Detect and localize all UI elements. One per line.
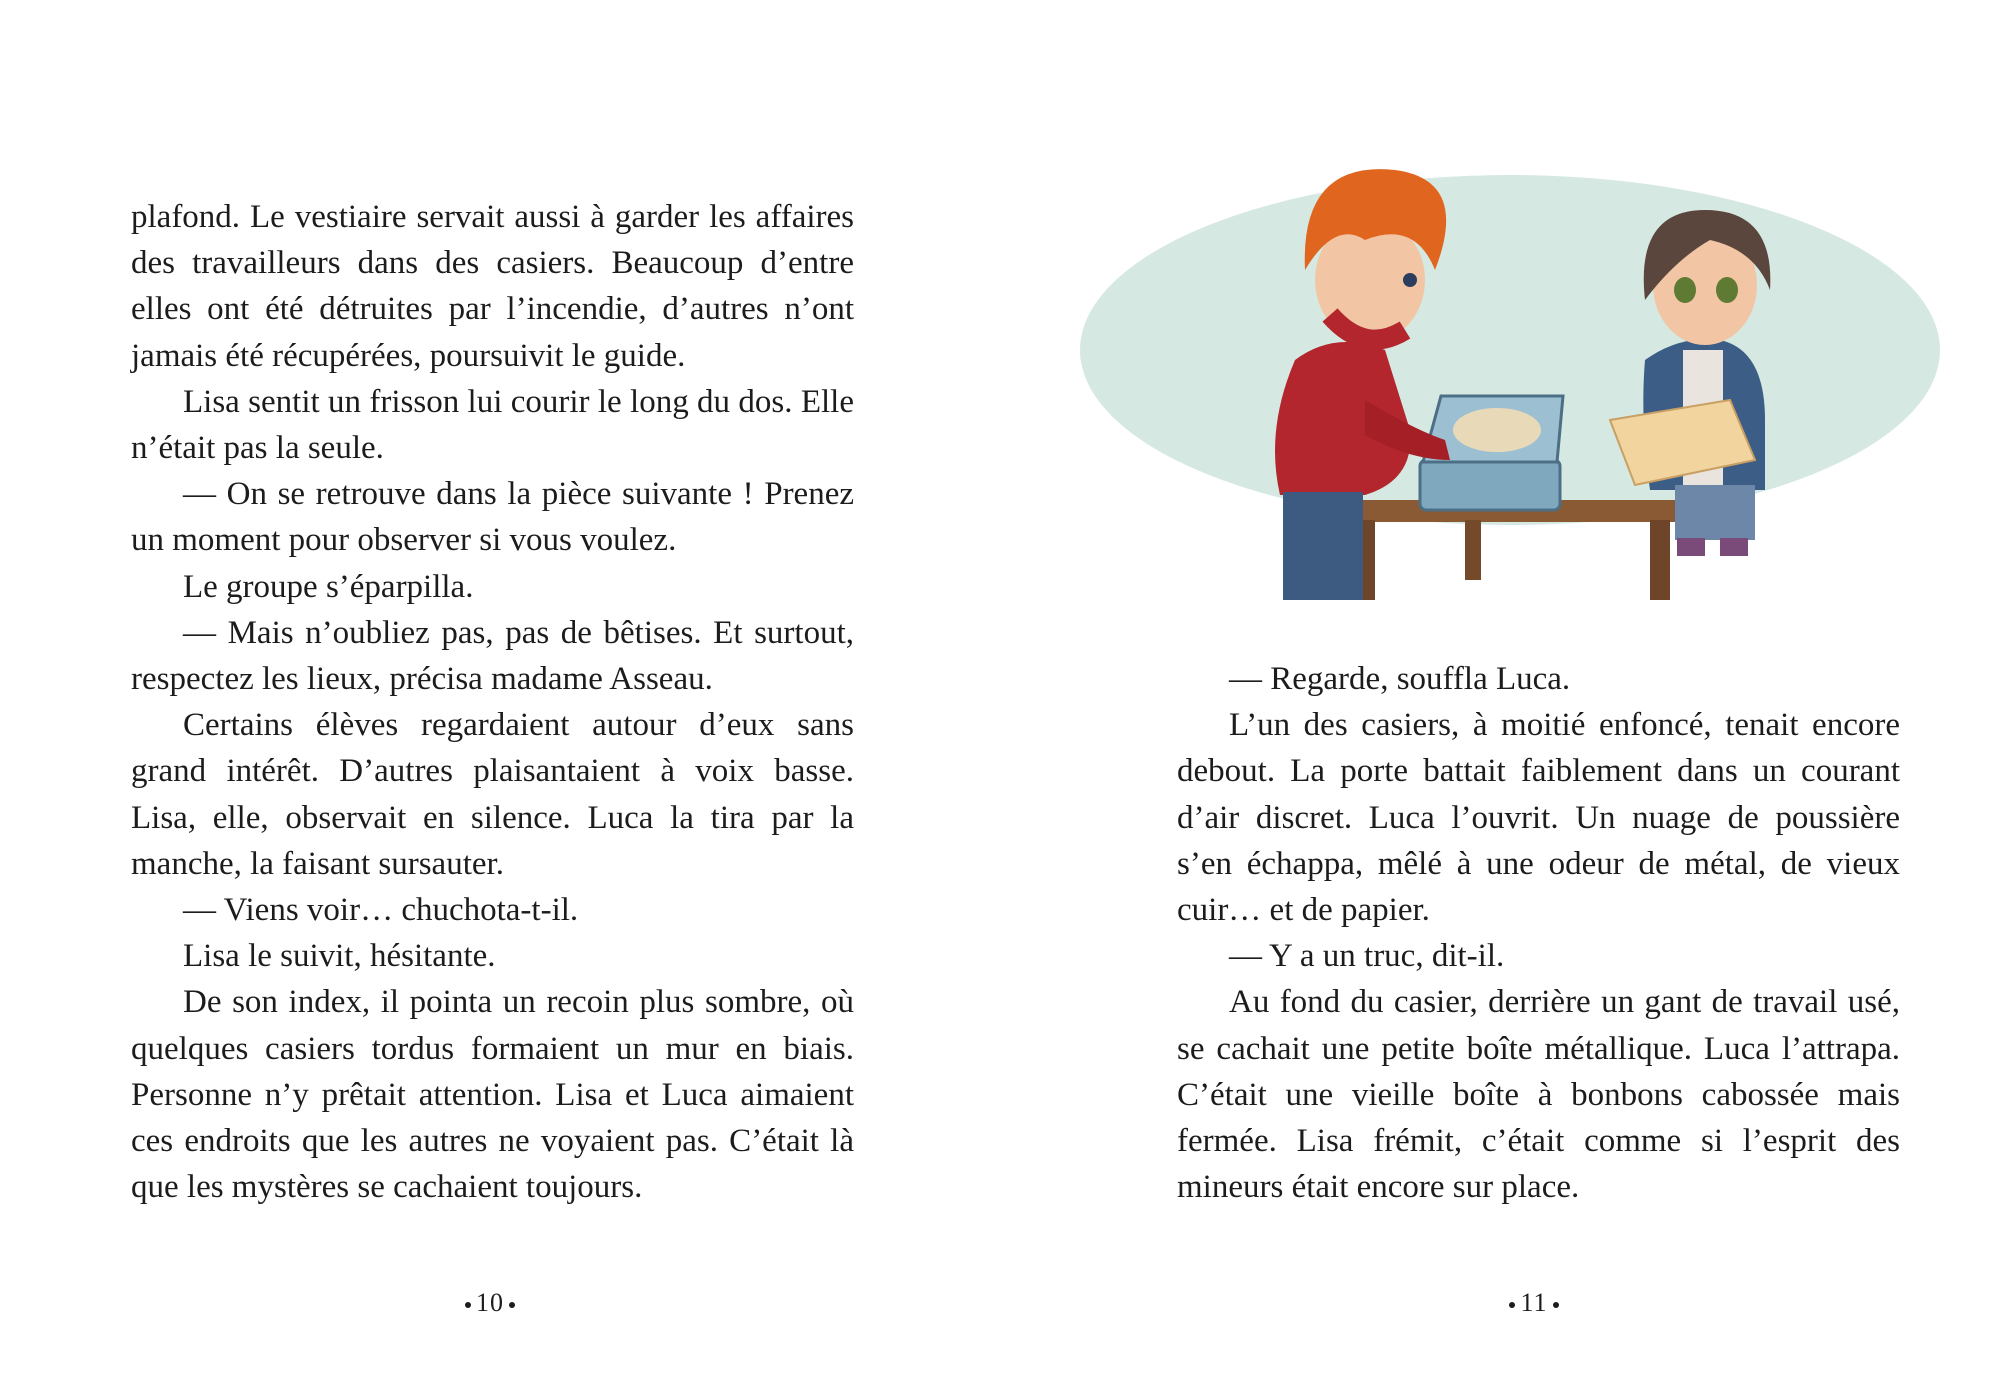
paragraph: Lisa le suivit, hésitante. xyxy=(183,938,496,975)
paragraph: L’un des casiers, à moitié enfoncé, tenait encore debout. La porte battait faiblement dans un courant d’air discret. Luca l’ouvrit. Un nuage de poussière s’en échappa, mêlé à une odeur de métal, de vieux cuir… et de papier. xyxy=(1177,707,1900,929)
paragraph: Au fond du casier, derrière un gant de travail usé, se cachait une petite boîte métallique. Luca l’attrapa. C’était une vieille boîte à bonbons cabossée mais fermée. Lisa frémit, c’était comme si l’esprit des mineurs était encore sur place. xyxy=(1177,984,1900,1206)
page-number xyxy=(1434,1288,1634,1318)
right-page-text xyxy=(1177,656,1900,1210)
bullet-icon xyxy=(509,1302,515,1308)
paragraph: Le groupe s’éparpilla. xyxy=(183,568,474,605)
paragraph: Lisa sentit un frisson lui courir le long du dos. Elle n’était pas la seule. xyxy=(131,383,854,467)
right-page xyxy=(1005,0,2010,1400)
bullet-icon xyxy=(1509,1302,1515,1308)
bullet-icon xyxy=(1553,1302,1559,1308)
paragraph: — Mais n’oubliez pas, pas de bêtises. Et surtout, respectez les lieux, précisa madame Asseau. xyxy=(131,614,854,698)
paragraph: Certains élèves regardaient autour d’eux sans grand intérêt. D’autres plaisantaient à voix basse. Lisa, elle, observait en silence. Luca la tira par la manche, la faisant sursauter. xyxy=(131,707,854,882)
paragraph: De son index, il pointa un recoin plus sombre, où quelques casiers tordus formaient un mur en biais. Personne n’y prêtait attention. Lisa et Luca aimaient ces endroits que les autres ne voyaient pas. C’était là que les mystères se cachaient toujours. xyxy=(131,984,854,1206)
bullet-icon xyxy=(465,1302,471,1308)
paragraph: — Regarde, souffla Luca. xyxy=(1229,661,1571,697)
table xyxy=(1345,500,1675,600)
paragraph: — Viens voir… chuchota-t-il. xyxy=(183,892,579,929)
page-number-value: 11 xyxy=(1520,1288,1548,1317)
left-page-text xyxy=(131,194,854,1210)
page-number-value: 10 xyxy=(476,1288,504,1317)
paragraph: — Y a un truc, dit-il. xyxy=(1229,938,1505,975)
paragraph: — On se retrouve dans la pièce suivante ! Prenez un moment pour observer si vous voulez. xyxy=(131,476,854,559)
page-number xyxy=(390,1288,590,1318)
paragraph: plafond. Le vestiaire servait aussi à garder les affaires des travailleurs dans des casiers. Beaucoup d’entre elles ont été détruites par l’incendie, d’autres n’ont jamais été récupérées, poursuivit le guide. xyxy=(131,199,854,374)
illustration-boy-girl-tin-box-icon xyxy=(1065,100,1945,600)
